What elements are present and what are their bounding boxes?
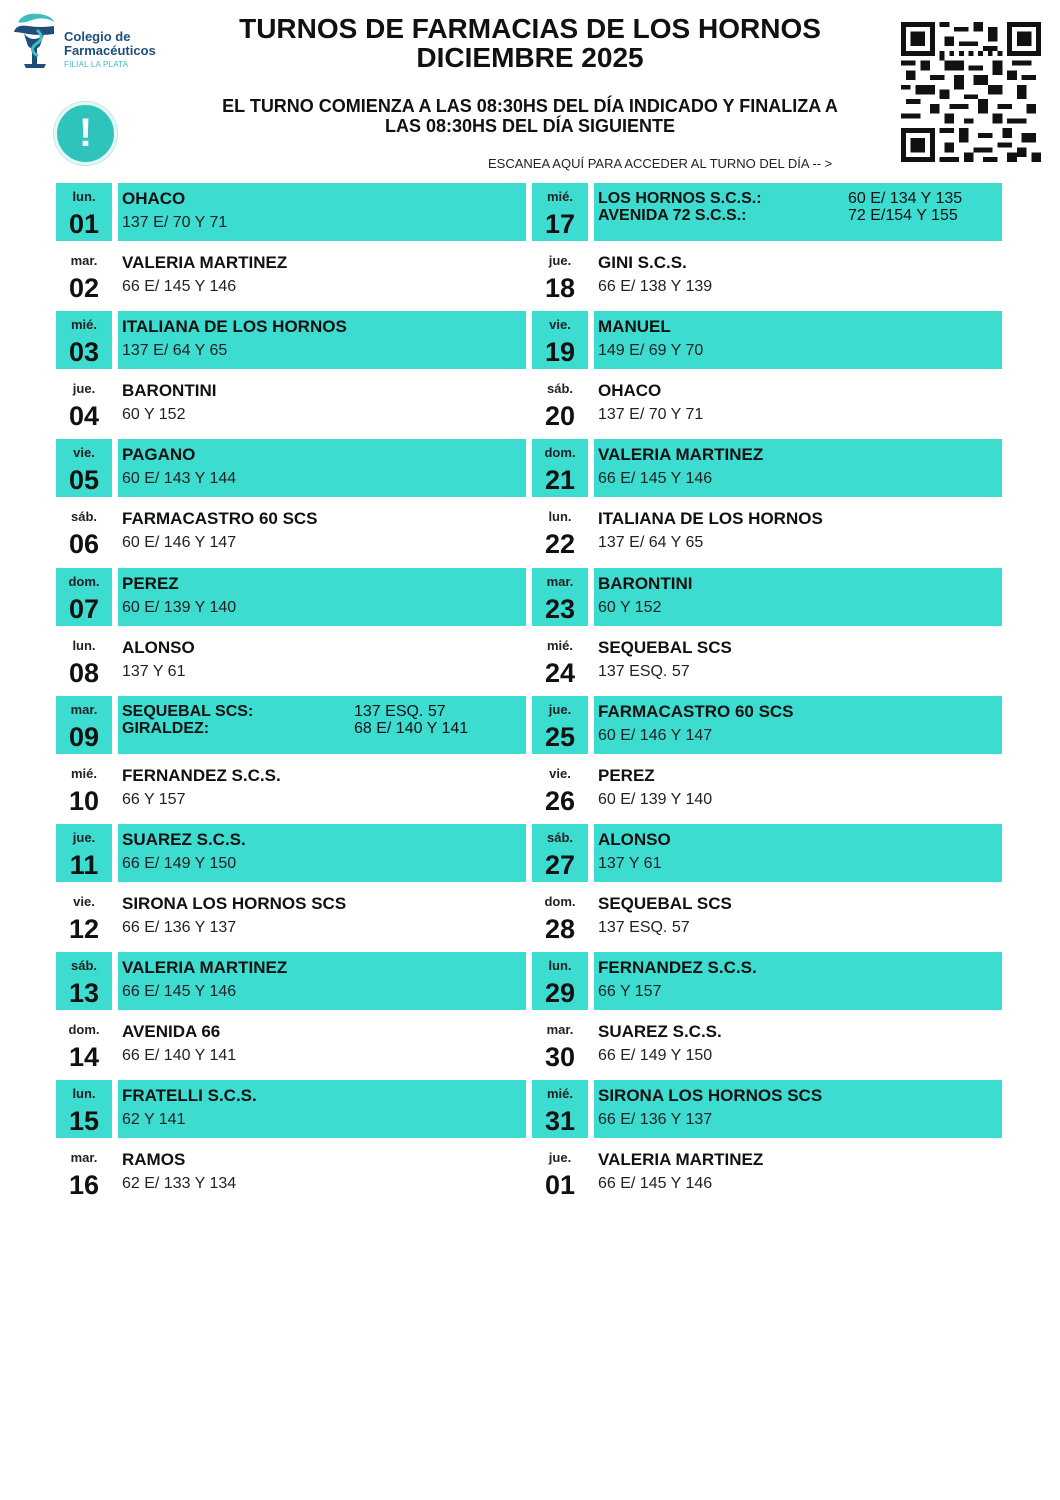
day-of-week: lun. <box>548 509 572 525</box>
pharmacy-cell <box>594 888 1002 946</box>
day-of-week: sáb. <box>70 509 97 525</box>
shift-row <box>532 568 1004 632</box>
pharmacy-name: ITALIANA DE LOS HORNOS <box>598 509 823 529</box>
pharmacy-address: 66 E/ 149 Y 150 <box>122 854 237 872</box>
date-cell <box>56 439 112 497</box>
logo-text-line2: Farmacéuticos <box>64 43 156 58</box>
exclamation-icon <box>54 102 117 165</box>
day-of-week: jue. <box>72 381 96 397</box>
shift-row <box>532 183 1004 247</box>
date-cell <box>532 888 588 946</box>
pharmacy-name: SEQUEBAL SCS <box>598 894 732 914</box>
pharmacy-address: 66 E/ 138 Y 139 <box>598 278 713 296</box>
schedule-notice-line1: EL TURNO COMIENZA A LAS 08:30HS DEL DÍA INDICADO Y FINALIZA A <box>222 96 838 116</box>
date-cell <box>56 952 112 1010</box>
pharmacy-cell <box>594 632 1002 690</box>
day-of-week: mié. <box>546 189 573 204</box>
day-number: 30 <box>544 1042 576 1073</box>
pharmacy-address: 60 E/ 134 Y 135 <box>848 190 963 207</box>
qr-code-icon[interactable] <box>900 22 1042 162</box>
day-of-week: vie. <box>549 765 571 781</box>
pharmacy-address: 60 E/ 146 Y 147 <box>598 726 713 744</box>
pharmacy-cell <box>594 311 1002 369</box>
pharmacy-name: SEQUEBAL SCS <box>598 637 732 657</box>
pharmacy-address: 66 E/ 149 Y 150 <box>598 1047 713 1065</box>
date-cell <box>532 696 588 754</box>
pharmacy-name: VALERIA MARTINEZ <box>598 1150 764 1170</box>
shift-row <box>56 952 528 1016</box>
pharmacy-address: 66 Y 157 <box>598 983 662 1001</box>
shift-row <box>532 311 1004 375</box>
pharmacy-name: OHACO <box>598 381 662 401</box>
day-of-week: mié. <box>546 637 573 653</box>
day-of-week: sáb. <box>546 381 573 397</box>
pharmacy-name: LOS HORNOS S.C.S.: <box>598 190 762 207</box>
pharmacy-name: AVENIDA 66 <box>122 1022 221 1042</box>
pharmacy-cell <box>594 439 1002 497</box>
pharmacy-cell <box>118 696 526 754</box>
pharmacy-cell <box>594 375 1002 433</box>
pharmacy-address: 68 E/ 140 Y 141 <box>354 719 469 737</box>
pharmacy-cell <box>118 1080 526 1138</box>
shift-row <box>56 1144 528 1208</box>
day-number: 15 <box>68 1106 100 1137</box>
day-of-week: dom. <box>68 1022 100 1038</box>
date-cell <box>532 824 588 882</box>
shift-row <box>532 247 1004 311</box>
pharmacy-name: FERNANDEZ S.C.S. <box>122 765 281 785</box>
day-number: 19 <box>544 337 576 368</box>
pharmacy-cell <box>118 375 526 433</box>
pharmacy-cell <box>118 824 526 882</box>
date-cell <box>532 1016 588 1074</box>
day-of-week: jue. <box>72 829 96 845</box>
day-number: 05 <box>68 465 100 496</box>
day-number: 24 <box>544 657 576 688</box>
pharmacy-address: 60 E/ 143 Y 144 <box>122 470 237 488</box>
date-cell <box>56 632 112 690</box>
day-number: 28 <box>544 914 576 945</box>
pharmacy-address: 66 E/ 145 Y 146 <box>122 983 237 1001</box>
day-number: 10 <box>68 785 100 816</box>
day-number: 22 <box>544 529 576 560</box>
pharmacy-cell <box>118 1144 526 1202</box>
pharmacy-address: 137 Y 61 <box>122 662 186 680</box>
day-of-week: lun. <box>72 637 96 653</box>
pharmacy-caduceus-icon <box>10 10 60 70</box>
shift-row <box>56 568 528 632</box>
date-cell <box>532 568 588 626</box>
pharmacy-address: 66 E/ 145 Y 146 <box>598 470 713 488</box>
pharmacy-name: GIRALDEZ: <box>122 719 210 737</box>
pharmacy-name: BARONTINI <box>122 381 217 401</box>
day-of-week: dom. <box>544 894 576 910</box>
pharmacy-cell <box>118 311 526 369</box>
day-of-week: mar. <box>546 573 574 589</box>
day-number: 03 <box>68 337 100 368</box>
pharmacy-address: 137 ESQ. 57 <box>354 702 446 720</box>
day-number: 02 <box>68 273 100 304</box>
day-of-week: jue. <box>548 253 572 269</box>
day-of-week: mar. <box>546 1022 574 1038</box>
pharmacy-cell <box>594 503 1002 561</box>
pharmacy-cell <box>118 1016 526 1074</box>
day-of-week: lun. <box>72 1086 96 1102</box>
date-cell <box>56 568 112 626</box>
shift-row <box>56 632 528 696</box>
pharmacy-name: SEQUEBAL SCS: <box>122 702 254 720</box>
date-cell <box>56 696 112 754</box>
day-of-week: dom. <box>68 573 100 589</box>
pharmacy-name: FARMACASTRO 60 SCS <box>122 509 318 529</box>
schedule-notice-line2: LAS 08:30HS DEL DÍA SIGUIENTE <box>384 116 676 136</box>
shift-row <box>56 183 528 247</box>
date-cell <box>532 632 588 690</box>
shift-row <box>532 1144 1004 1208</box>
logo-text-line3: FILIAL LA PLATA <box>64 60 129 69</box>
day-of-week: mar. <box>70 701 98 717</box>
page-title: TURNOS DE FARMACIAS DE LOS HORNOS <box>239 13 821 44</box>
day-of-week: mié. <box>546 1086 573 1102</box>
shift-row <box>56 439 528 503</box>
shift-row <box>532 632 1004 696</box>
day-of-week: jue. <box>548 701 572 717</box>
pharmacy-address: 149 E/ 69 Y 70 <box>598 342 704 360</box>
shifts-column-right <box>532 183 1004 1209</box>
pharmacy-cell <box>594 247 1002 305</box>
pharmacy-address: 62 Y 141 <box>122 1111 186 1129</box>
shift-row <box>56 888 528 952</box>
pharmacy-cell <box>594 1016 1002 1074</box>
day-number: 16 <box>68 1170 100 1201</box>
day-number: 20 <box>544 401 576 432</box>
pharmacy-cell <box>118 952 526 1010</box>
shift-row <box>532 439 1004 503</box>
pharmacy-name: VALERIA MARTINEZ <box>598 445 764 465</box>
pharmacy-name: FERNANDEZ S.C.S. <box>598 958 757 978</box>
day-number: 09 <box>68 721 100 752</box>
day-of-week: dom. <box>544 445 576 461</box>
pharmacy-address: 62 E/ 133 Y 134 <box>122 1175 237 1193</box>
pharmacy-address: 60 E/ 139 Y 140 <box>598 790 713 808</box>
pharmacy-name: PEREZ <box>598 765 655 785</box>
day-number: 31 <box>544 1106 576 1137</box>
date-cell <box>532 1080 588 1138</box>
pharmacy-name: PEREZ <box>122 573 179 593</box>
day-of-week: lun. <box>548 958 572 974</box>
logo-text-line1: Colegio de <box>64 29 131 44</box>
day-of-week: vie. <box>549 317 571 333</box>
pharmacy-cell <box>594 696 1002 754</box>
shift-row <box>56 1016 528 1080</box>
pharmacy-cell <box>594 1144 1002 1202</box>
date-cell <box>56 1144 112 1202</box>
pharmacy-name: MANUEL <box>598 317 671 337</box>
day-of-week: vie. <box>73 894 95 910</box>
shift-row <box>56 311 528 375</box>
pharmacy-cell <box>118 247 526 305</box>
date-cell <box>56 1080 112 1138</box>
date-cell <box>56 888 112 946</box>
date-cell <box>532 247 588 305</box>
shift-row <box>532 824 1004 888</box>
day-number: 01 <box>544 1170 576 1201</box>
pharmacy-name: GINI S.C.S. <box>598 253 687 273</box>
pharmacy-cell <box>594 824 1002 882</box>
shift-row <box>532 952 1004 1016</box>
day-number: 17 <box>544 209 576 239</box>
date-cell <box>532 439 588 497</box>
day-of-week: sáb. <box>70 958 97 974</box>
pharmacy-name: VALERIA MARTINEZ <box>122 958 288 978</box>
pharmacy-address: 137 E/ 70 Y 71 <box>598 406 704 424</box>
exclamation-glyph: ! <box>78 111 93 155</box>
pharmacy-address: 66 E/ 136 Y 137 <box>598 1111 713 1129</box>
date-cell <box>56 183 112 241</box>
shift-row <box>532 760 1004 824</box>
pharmacy-cell <box>118 888 526 946</box>
day-number: 23 <box>544 593 576 624</box>
date-cell <box>56 824 112 882</box>
pharmacy-cell <box>594 568 1002 626</box>
date-cell <box>532 375 588 433</box>
shifts-column-left <box>56 183 528 1209</box>
pharmacy-address: 60 E/ 139 Y 140 <box>122 598 237 616</box>
pharmacy-address: 60 Y 152 <box>122 406 186 424</box>
date-cell <box>56 760 112 818</box>
day-of-week: lun. <box>72 189 96 204</box>
pharmacy-address: 66 E/ 136 Y 137 <box>122 919 237 937</box>
day-number: 11 <box>69 849 99 880</box>
shift-row <box>56 375 528 439</box>
pharmacy-name: RAMOS <box>122 1150 186 1170</box>
scan-instruction: ESCANEA AQUÍ PARA ACCEDER AL TURNO DEL DÍA -- > <box>488 156 833 171</box>
day-number: 26 <box>544 785 576 816</box>
pharmacy-name: ALONSO <box>598 829 671 849</box>
college-logo <box>10 10 180 74</box>
pharmacy-cell <box>118 760 526 818</box>
shift-row <box>532 888 1004 952</box>
pharmacy-name: OHACO <box>122 189 186 208</box>
pharmacy-name: VALERIA MARTINEZ <box>122 253 288 273</box>
pharmacy-name: FRATELLI S.C.S. <box>122 1086 257 1106</box>
date-cell <box>56 247 112 305</box>
pharmacy-cell <box>118 568 526 626</box>
shift-row <box>532 1016 1004 1080</box>
page-subtitle: DICIEMBRE 2025 <box>416 42 644 73</box>
pharmacy-address: 60 E/ 146 Y 147 <box>122 534 237 552</box>
pharmacy-name: PAGANO <box>122 445 196 465</box>
pharmacy-name: SUAREZ S.C.S. <box>122 829 246 849</box>
date-cell <box>56 375 112 433</box>
pharmacy-cell <box>118 439 526 497</box>
day-number: 29 <box>544 978 576 1009</box>
day-of-week: mar. <box>70 1150 98 1166</box>
pharmacy-name: AVENIDA 72 S.C.S.: <box>598 207 747 224</box>
date-cell <box>56 1016 112 1074</box>
pharmacy-name: SIRONA LOS HORNOS SCS <box>122 894 347 914</box>
date-cell <box>56 503 112 561</box>
day-number: 01 <box>68 209 100 239</box>
day-number: 07 <box>68 593 100 624</box>
pharmacy-cell <box>594 952 1002 1010</box>
shift-row <box>532 375 1004 439</box>
pharmacy-cell <box>118 503 526 561</box>
pharmacy-name: ITALIANA DE LOS HORNOS <box>122 317 347 337</box>
pharmacy-cell <box>594 183 1002 241</box>
day-number: 04 <box>68 401 100 432</box>
date-cell <box>532 952 588 1010</box>
day-of-week: jue. <box>548 1150 572 1166</box>
pharmacy-name: SUAREZ S.C.S. <box>598 1022 722 1042</box>
date-cell <box>532 760 588 818</box>
pharmacy-address: 66 E/ 140 Y 141 <box>122 1047 237 1065</box>
day-number: 14 <box>68 1042 100 1073</box>
pharmacy-address: 66 E/ 145 Y 146 <box>598 1175 713 1193</box>
pharmacy-address: 72 E/154 Y 155 <box>848 207 958 224</box>
day-number: 18 <box>544 273 576 304</box>
pharmacy-address: 66 E/ 145 Y 146 <box>122 278 237 296</box>
shift-row <box>56 247 528 311</box>
day-of-week: mar. <box>70 253 98 269</box>
date-cell <box>56 311 112 369</box>
pharmacy-address: 137 E/ 64 Y 65 <box>122 342 228 360</box>
day-number: 25 <box>544 721 576 752</box>
shift-row <box>56 503 528 567</box>
shift-row <box>532 1080 1004 1144</box>
pharmacy-cell <box>594 760 1002 818</box>
day-number: 12 <box>68 914 100 945</box>
date-cell <box>532 311 588 369</box>
shift-row <box>532 696 1004 760</box>
day-number: 08 <box>68 657 100 688</box>
date-cell <box>532 1144 588 1202</box>
pharmacy-name: BARONTINI <box>598 573 693 593</box>
day-of-week: vie. <box>73 445 95 461</box>
pharmacy-cell <box>118 183 526 241</box>
date-cell <box>532 503 588 561</box>
shift-row <box>56 824 528 888</box>
pharmacy-name: ALONSO <box>122 637 195 657</box>
day-of-week: mié. <box>70 317 97 333</box>
day-of-week: sáb. <box>546 829 573 845</box>
pharmacy-address: 137 E/ 70 Y 71 <box>122 214 228 231</box>
day-number: 13 <box>68 978 100 1009</box>
pharmacy-address: 66 Y 157 <box>122 790 186 808</box>
pharmacy-address: 137 ESQ. 57 <box>598 919 690 937</box>
pharmacy-name: SIRONA LOS HORNOS SCS <box>598 1086 823 1106</box>
day-of-week: mié. <box>70 765 97 781</box>
shift-row <box>56 696 528 760</box>
pharmacy-address: 137 E/ 64 Y 65 <box>598 534 704 552</box>
shift-row <box>56 1080 528 1144</box>
pharmacy-address: 137 ESQ. 57 <box>598 662 690 680</box>
pharmacy-cell <box>594 1080 1002 1138</box>
day-number: 27 <box>544 849 576 880</box>
day-number: 06 <box>68 529 100 560</box>
day-number: 21 <box>544 465 576 496</box>
pharmacy-cell <box>118 632 526 690</box>
pharmacy-name: FARMACASTRO 60 SCS <box>598 701 794 721</box>
pharmacy-address: 60 Y 152 <box>598 598 662 616</box>
shift-row <box>532 503 1004 567</box>
pharmacy-address: 137 Y 61 <box>598 854 662 872</box>
date-cell <box>532 183 588 241</box>
shift-row <box>56 760 528 824</box>
